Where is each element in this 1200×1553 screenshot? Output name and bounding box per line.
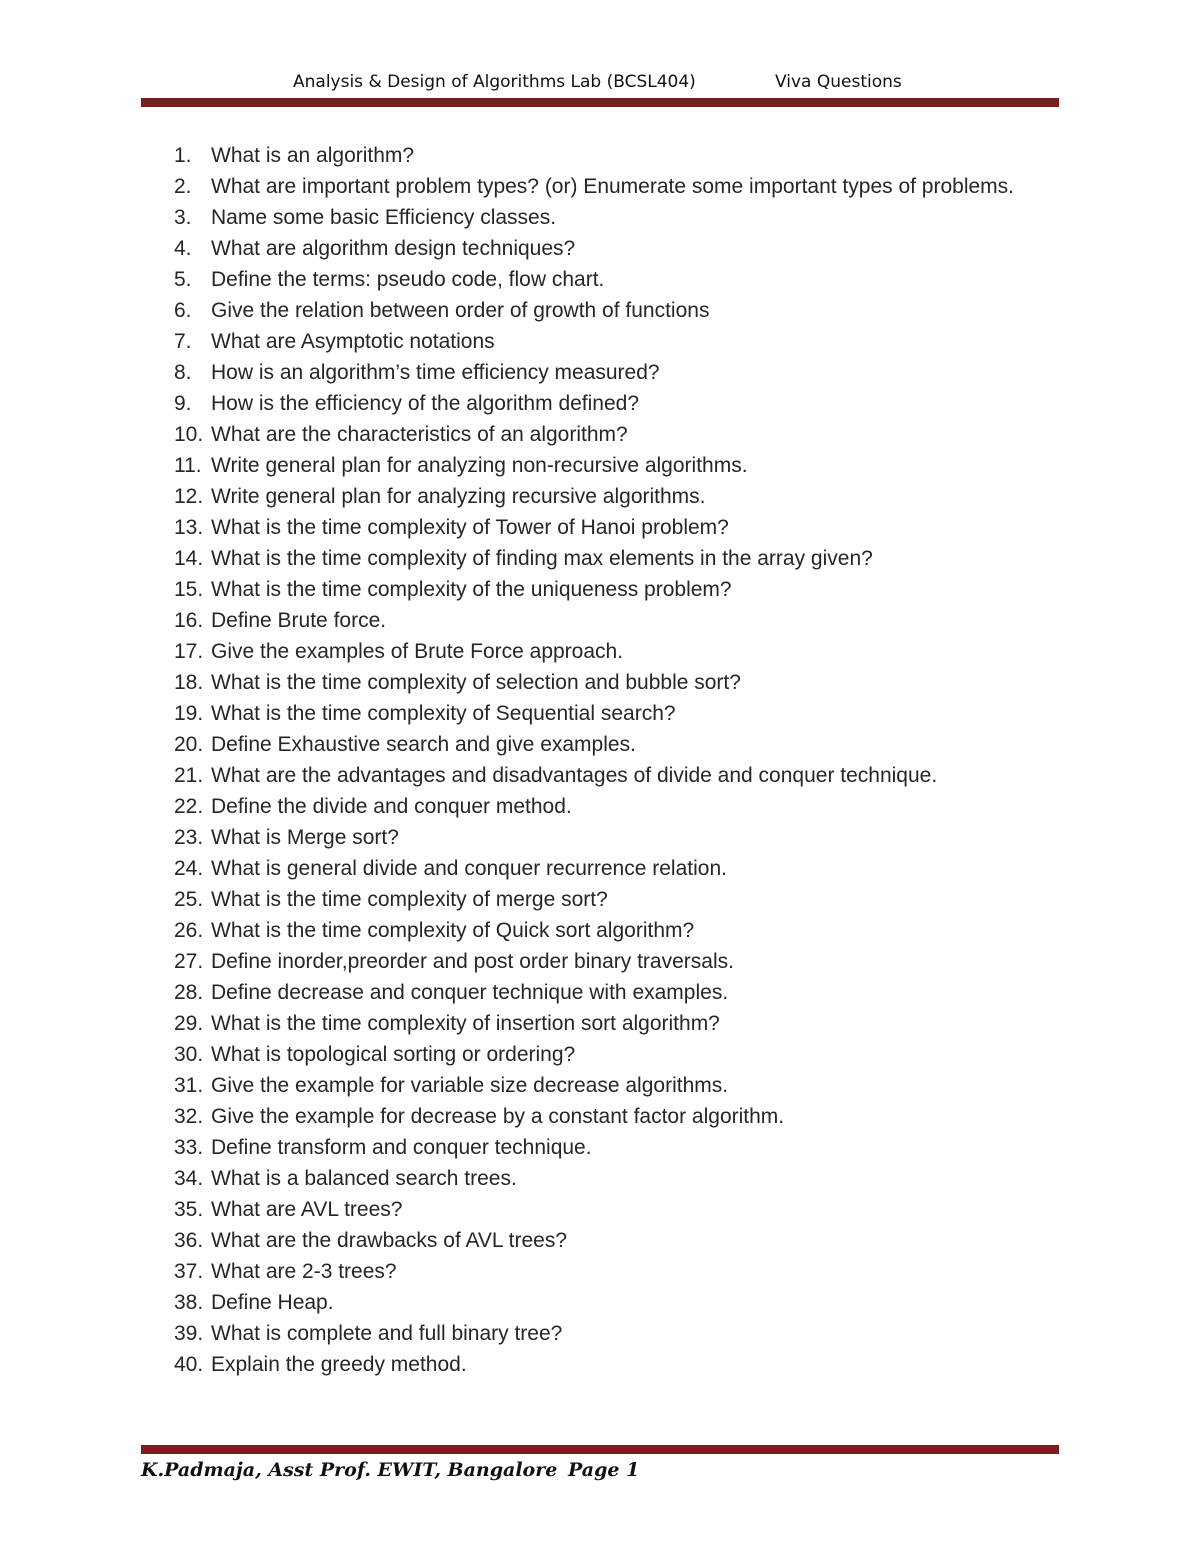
question-number: 33. xyxy=(174,1136,204,1159)
question-number: 13. xyxy=(174,516,204,539)
question-number: 15. xyxy=(174,578,204,601)
question-item xyxy=(0,667,1200,698)
question-item xyxy=(0,884,1200,915)
question-number: 36. xyxy=(174,1229,204,1252)
question-number: 18. xyxy=(174,671,204,694)
question-item xyxy=(0,1349,1200,1380)
question-text: How is the efficiency of the algorithm defined? xyxy=(211,392,640,415)
question-number: 11. xyxy=(174,454,202,477)
header-section-title: Viva Questions xyxy=(775,72,902,92)
question-number: 19. xyxy=(174,702,204,725)
question-text: What is an algorithm? xyxy=(211,144,415,167)
question-item xyxy=(0,512,1200,543)
question-text: What is the time complexity of insertion sort algorithm? xyxy=(211,1012,720,1035)
question-text: Write general plan for analyzing recursive algorithms. xyxy=(211,485,706,508)
footer-rule xyxy=(141,1445,1059,1454)
question-item xyxy=(0,946,1200,977)
question-text: What is the time complexity of finding max elements in the array given? xyxy=(211,547,873,570)
footer-author: K.Padmaja, Asst Prof. EWIT, Bangalore xyxy=(141,1459,558,1481)
question-item xyxy=(0,729,1200,760)
question-number: 40. xyxy=(174,1353,204,1376)
question-number: 21. xyxy=(174,764,204,787)
question-number: 29. xyxy=(174,1012,204,1035)
question-number: 31. xyxy=(174,1074,204,1097)
question-text: What is the time complexity of Quick sort algorithm? xyxy=(211,919,695,942)
question-number: 6. xyxy=(174,299,192,322)
question-text: Explain the greedy method. xyxy=(211,1353,467,1376)
question-number: 32. xyxy=(174,1105,204,1128)
question-text: What are the characteristics of an algorithm? xyxy=(211,423,628,446)
question-text: What is general divide and conquer recurrence relation. xyxy=(211,857,727,880)
question-number: 39. xyxy=(174,1322,204,1345)
question-text: What is complete and full binary tree? xyxy=(211,1322,563,1345)
question-item xyxy=(0,915,1200,946)
question-number: 27. xyxy=(174,950,204,973)
question-text: What are the advantages and disadvantages of divide and conquer technique. xyxy=(211,764,938,787)
question-item xyxy=(0,171,1200,202)
question-text: What are important problem types? (or) Enumerate some important types of problems. xyxy=(211,175,1015,198)
question-text: Write general plan for analyzing non-recursive algorithms. xyxy=(211,454,748,477)
question-item xyxy=(0,1101,1200,1132)
question-text: Define Brute force. xyxy=(211,609,387,632)
question-item xyxy=(0,1070,1200,1101)
question-number: 25. xyxy=(174,888,204,911)
page-footer xyxy=(0,1457,1200,1487)
question-number: 5. xyxy=(174,268,192,291)
question-item xyxy=(0,1256,1200,1287)
question-number: 28. xyxy=(174,981,204,1004)
header-course-title: Analysis & Design of Algorithms Lab (BCSL404) xyxy=(293,72,696,92)
question-number: 17. xyxy=(174,640,204,663)
question-item xyxy=(0,233,1200,264)
question-text: Give the example for decrease by a constant factor algorithm. xyxy=(211,1105,785,1128)
question-number: 3. xyxy=(174,206,192,229)
question-text: What is a balanced search trees. xyxy=(211,1167,517,1190)
question-number: 10. xyxy=(174,423,204,446)
question-number: 9. xyxy=(174,392,192,415)
question-text: What are algorithm design techniques? xyxy=(211,237,576,260)
question-text: Define Heap. xyxy=(211,1291,334,1314)
question-item xyxy=(0,202,1200,233)
question-item xyxy=(0,1194,1200,1225)
question-item xyxy=(0,450,1200,481)
question-text: Define decrease and conquer technique with examples. xyxy=(211,981,729,1004)
question-item xyxy=(0,1039,1200,1070)
question-number: 30. xyxy=(174,1043,204,1066)
question-item xyxy=(0,636,1200,667)
question-text: What are the drawbacks of AVL trees? xyxy=(211,1229,568,1252)
question-item xyxy=(0,481,1200,512)
question-item xyxy=(0,1318,1200,1349)
question-text: What is the time complexity of Sequential search? xyxy=(211,702,676,725)
question-text: What are AVL trees? xyxy=(211,1198,403,1221)
question-item xyxy=(0,1225,1200,1256)
header-rule xyxy=(141,98,1059,107)
question-item xyxy=(0,264,1200,295)
question-item xyxy=(0,574,1200,605)
question-text: Define the terms: pseudo code, flow chart. xyxy=(211,268,605,291)
question-item xyxy=(0,326,1200,357)
question-text: How is an algorithm’s time efficiency measured? xyxy=(211,361,660,384)
question-text: What is the time complexity of the uniqueness problem? xyxy=(211,578,732,601)
question-text: What are 2-3 trees? xyxy=(211,1260,397,1283)
question-number: 38. xyxy=(174,1291,204,1314)
question-number: 4. xyxy=(174,237,192,260)
question-item xyxy=(0,605,1200,636)
question-list xyxy=(0,140,1200,1380)
question-text: What is topological sorting or ordering? xyxy=(211,1043,576,1066)
question-text: Give the relation between order of growth of functions xyxy=(211,299,710,322)
question-number: 2. xyxy=(174,175,192,198)
question-item xyxy=(0,791,1200,822)
question-number: 20. xyxy=(174,733,204,756)
question-text: What is Merge sort? xyxy=(211,826,399,849)
question-item xyxy=(0,698,1200,729)
question-number: 1. xyxy=(174,144,192,167)
question-number: 7. xyxy=(174,330,192,353)
question-number: 26. xyxy=(174,919,204,942)
question-item xyxy=(0,419,1200,450)
question-number: 16. xyxy=(174,609,204,632)
question-item xyxy=(0,357,1200,388)
question-number: 22. xyxy=(174,795,204,818)
question-number: 34. xyxy=(174,1167,204,1190)
question-item xyxy=(0,1163,1200,1194)
question-number: 24. xyxy=(174,857,204,880)
footer-page-number: Page 1 xyxy=(568,1459,640,1481)
question-text: What are Asymptotic notations xyxy=(211,330,495,353)
question-text: Define the divide and conquer method. xyxy=(211,795,572,818)
question-number: 23. xyxy=(174,826,204,849)
page-header xyxy=(0,70,1200,98)
question-item xyxy=(0,140,1200,171)
question-number: 8. xyxy=(174,361,192,384)
question-text: Define Exhaustive search and give examples. xyxy=(211,733,636,756)
question-number: 35. xyxy=(174,1198,204,1221)
question-item xyxy=(0,822,1200,853)
question-item xyxy=(0,543,1200,574)
question-item xyxy=(0,1008,1200,1039)
question-text: Give the example for variable size decrease algorithms. xyxy=(211,1074,729,1097)
question-item xyxy=(0,853,1200,884)
question-text: What is the time complexity of merge sort? xyxy=(211,888,608,911)
question-text: Define transform and conquer technique. xyxy=(211,1136,592,1159)
question-number: 37. xyxy=(174,1260,204,1283)
question-text: What is the time complexity of selection and bubble sort? xyxy=(211,671,741,694)
question-number: 14. xyxy=(174,547,204,570)
question-item xyxy=(0,295,1200,326)
question-text: Define inorder,preorder and post order binary traversals. xyxy=(211,950,734,973)
question-item xyxy=(0,977,1200,1008)
question-text: What is the time complexity of Tower of Hanoi problem? xyxy=(211,516,729,539)
question-item xyxy=(0,760,1200,791)
question-text: Give the examples of Brute Force approach. xyxy=(211,640,624,663)
question-text: Name some basic Efficiency classes. xyxy=(211,206,557,229)
question-item xyxy=(0,1287,1200,1318)
question-item xyxy=(0,388,1200,419)
question-number: 12. xyxy=(174,485,204,508)
question-item xyxy=(0,1132,1200,1163)
